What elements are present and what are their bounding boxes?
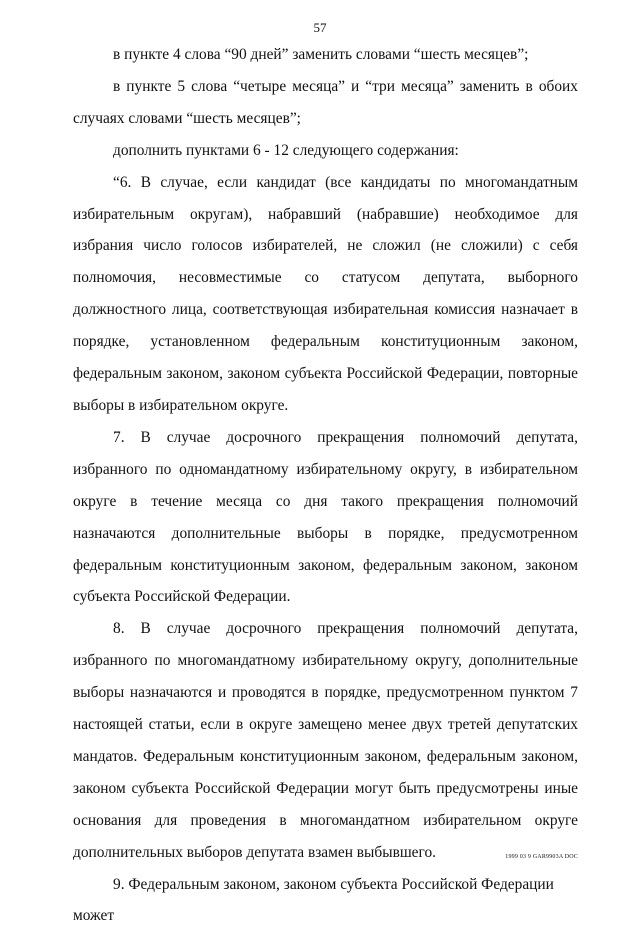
paragraph-item-5-amendment: в пункте 5 слова “четыре месяца” и “три месяца” заменить в обоих случаях словами “шесть месяцев”; bbox=[73, 77, 578, 127]
paragraph-clause-9: 9. Федеральным законом, законом субъекта Российской Федерации может bbox=[73, 875, 554, 925]
paragraph-clause-6: “6. В случае, если кандидат (все кандидаты по многомандатным избирательным округам), набравший (набравшие) необходимое для избрания число голосов избирателей, не сложил (не сложили) с себя полномочия, несовместимые со статусом депутата, выборного должностного лица, соответствующая избирательная комиссия назначает в порядке, установленном федеральным конституционным законом, федеральным законом, законом субъекта Российской Федерации, повторные выборы в избирательном округе. bbox=[73, 173, 578, 414]
paragraph-supplement-intro: дополнить пунктами 6 - 12 следующего содержания: bbox=[113, 141, 459, 159]
paragraph-clause-7: 7. В случае досрочного прекращения полномочий депутата, избранного по одномандатному избирательному округу, в избирательном округе в течение месяца со дня такого прекращения полномочий назначаются дополнительные выборы в порядке, предусмотренном федеральным конституционным законом, федеральным законом, законом субъекта Российской Федерации. bbox=[73, 428, 578, 606]
document-body bbox=[73, 39, 578, 932]
paragraph-clause-8: 8. В случае досрочного прекращения полномочий депутата, избранного по многомандатному избирательному округу, дополнительные выборы назначаются и проводятся в порядке, предусмотренном пунктом 7 настоящей статьи, если в округе замещено менее двух третей депутатских мандатов. Федеральным конституционным законом, федеральным законом, законом субъекта Российской Федерации могут быть предусмотрены иные основания для проведения в многомандатном избирательном округе дополнительных выборов депутата взамен выбывшего. bbox=[73, 620, 578, 861]
page-number: 57 bbox=[313, 20, 327, 35]
document-file-code: 1999 03 9 GAR9903A DOC bbox=[505, 854, 578, 860]
paragraph-item-4-amendment: в пункте 4 слова “90 дней” заменить словами “шесть месяцев”; bbox=[113, 46, 529, 63]
